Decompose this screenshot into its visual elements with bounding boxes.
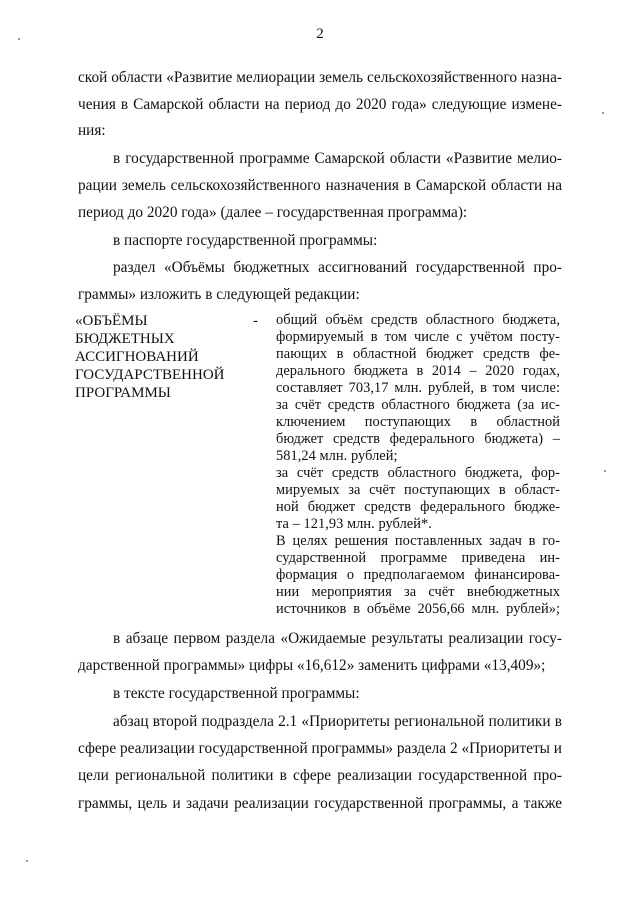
para1-line-1: в государственной программе Самарской области «Развитие мелио- [113, 150, 562, 167]
table-content-line: пающих в областной бюджет средств фе- [276, 346, 560, 362]
scan-speck [26, 860, 28, 862]
table-content-line: составляет 703,17 млн. рублей, в том числе: [276, 380, 560, 396]
table-label-line: ГОСУДАРСТВЕННОЙ [75, 367, 225, 383]
table-content-line: сударственной программе приведена ин- [276, 550, 560, 566]
table-content-line: формируемый в том числе с учётом посту- [276, 329, 560, 345]
intro-line-1: ской области «Развитие мелиорации земель сельскохозяйственного назна- [78, 69, 562, 86]
table-content-line: ной бюджет средств федерального бюдже- [276, 499, 560, 515]
scan-speck [18, 38, 20, 40]
table-label-line: БЮДЖЕТНЫХ [75, 331, 175, 347]
para6-line-2: сфере реализации государственной программы» раздела 2 «Приоритеты и [78, 740, 562, 757]
para6-line-1: абзац второй подраздела 2.1 «Приоритеты региональной политики в [113, 713, 562, 730]
table-content-line: источников в объёме 2056,66 млн. рублей»; [276, 601, 560, 617]
table-content-line: мируемых за счёт поступающих в област- [276, 482, 560, 498]
scan-speck [604, 470, 606, 472]
table-content-line: формация о предполагаемом финансирова- [276, 567, 560, 583]
scan-speck [602, 112, 604, 114]
para6-line-3: цели региональной политики в сфере реализации государственной про- [78, 767, 562, 784]
table-content-line: бюджет средств федерального бюджета) – [276, 431, 560, 447]
para1-line-3: период до 2020 года» (далее – государственная программа): [78, 204, 468, 221]
table-dash: - [253, 313, 258, 329]
table-content-line: дерального бюджета в 2014 – 2020 годах, [276, 363, 560, 379]
table-content-line: за счёт средств областного бюджета, фор- [276, 465, 560, 481]
table-content-line: общий объём средств областного бюджета, [276, 312, 560, 328]
para5-line: в тексте государственной программы: [113, 685, 360, 702]
table-content-line: та – 121,93 млн. рублей*. [276, 516, 432, 532]
intro-line-3: ния: [78, 122, 106, 139]
table-label-line: ПРОГРАММЫ [75, 385, 171, 401]
para2-line: в паспорте государственной программы: [113, 232, 378, 249]
table-label-line: «ОБЪЁМЫ [75, 313, 148, 329]
table-content-line: ключением поступающих в областной [276, 414, 560, 430]
table-content-line: 581,24 млн. рублей; [276, 448, 398, 464]
page-number: 2 [316, 26, 324, 42]
intro-line-2: чения в Самарской области на период до 2020 года» следующие измене- [78, 96, 562, 113]
para6-line-4: граммы, цель и задачи реализации государственной программы, а также [78, 795, 562, 812]
para3-line-1: раздел «Объёмы бюджетных ассигнований государственной про- [113, 259, 562, 276]
table-content-line: за счёт средств областного бюджета (за ис- [276, 397, 560, 413]
para4-line-2: дарственной программы» цифры «16,612» заменить цифрами «13,409»; [78, 657, 546, 674]
table-content-line: нии мероприятия за счёт внебюджетных [276, 584, 560, 600]
para3-line-2: граммы» изложить в следующей редакции: [78, 286, 360, 303]
para4-line-1: в абзаце первом раздела «Ожидаемые результаты реализации госу- [113, 630, 562, 647]
para1-line-2: рации земель сельскохозяйственного назначения в Самарской области на [78, 177, 562, 194]
table-label [75, 312, 224, 402]
table-label-line: АССИГНОВАНИЙ [75, 349, 199, 365]
table-content-line: В целях решения поставленных задач в го- [276, 533, 560, 549]
